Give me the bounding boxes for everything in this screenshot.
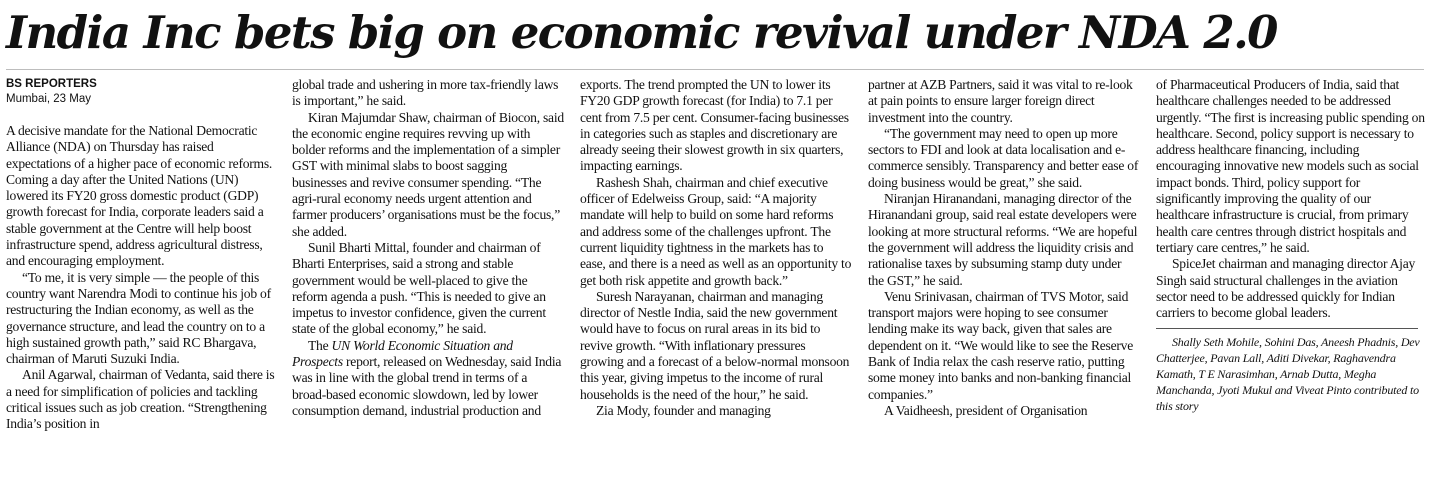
paragraph: Kiran Majumdar Shaw, chairman of Biocon, said the economic engine requires revving up with bolder reforms and the implementation of a simpler GST with minimal slabs to boost sagging businesses and revive consumer spending. “The agri-rural economy needs urgent attention and farmer producers’ organisations must be the focus,” she added. xyxy=(292,109,564,239)
column-2 xyxy=(292,77,564,489)
report-text: report, released on Wednesday, said India was in line with the global trend in terms of a broad-based economic slowdown, led by lower consumption demand, industrial production and xyxy=(292,354,562,418)
column-4 xyxy=(868,77,1140,489)
paragraph: Rashesh Shah, chairman and chief executive officer of Edelweiss Group, said: “A majority mandate will help to build on some hard reforms and address some of the challenges upfront. The current liquidity tightness in the markets has to ease, and there is a need as well as an opportunity to get both risk appetite and growth back.” xyxy=(580,174,852,288)
paragraph: “The government may need to open up more sectors to FDI and look at data localisation and e-commerce sensibly. Transparency and better ease of doing business would be great,” she said. xyxy=(868,125,1139,190)
paragraph: exports. The trend prompted the UN to lower its FY20 GDP growth forecast (for India) to 7.1 per cent from 7.5 per cent. Consumer-facing businesses in categories such as staples and discretionary are already seeing their slowest growth in six quarters, impacting earnings. xyxy=(580,77,849,174)
paragraph: Venu Srinivasan, chairman of TVS Motor, said transport majors were hoping to see consumer lending make its way back, given that sales are dependent on it. “We would like to see the Reserve Bank of India relax the cash reserve ratio, putting some money into banks and non-banking financial companies.” xyxy=(868,288,1133,402)
contributor-credits: Shally Seth Mohile, Sohini Das, Aneesh Phadnis, Dev Chatterjee, Pavan Lall, Aditi Divekar, Raghavendra Kamath, T E Narasimhan, Arnab Dutta, Megha Manchanda, Jyoti Mukul and Viveat Pinto contributed to this story xyxy=(1156,335,1420,414)
paragraph: Suresh Narayanan, chairman and managing director of Nestle India, said the new government would have to focus on rural areas in its bid to revive growth. “With inflationary pressures growing and a forecast of a below-normal monsoon this year, giving impetus to the income of rural households is the need of the hour,” he said. xyxy=(580,288,850,402)
column-5 xyxy=(1156,77,1426,489)
paragraph: SpiceJet chairman and managing director Ajay Singh said structural challenges in the aviation sector need to be addressed quickly for Indian carriers to become global leaders. xyxy=(1156,256,1416,321)
report-intro: The xyxy=(308,337,329,353)
paragraph: Niranjan Hiranandani, managing director of the Hiranandani group, said real estate developers were looking at more structural reforms. “We are hopeful the government will address the liquidity crisis and rationalise taxes by subsuming stamp duty under the GST,” he said. xyxy=(868,191,1138,288)
paragraph: global trade and ushering in more tax-friendly laws is important,” he said. xyxy=(292,77,559,109)
paragraph: A decisive mandate for the National Democratic Alliance (NDA) on Thursday has raised expectations of a higher pace of economic reforms. Coming a day after the United Nations (UN) lowered its FY20 gross domestic product (GDP) growth forecast for India, corporate leaders said a stable government at the Centre will help boost infrastructure spend, address agricultural distress, and encouraging employment. xyxy=(6,123,273,269)
paragraph: “To me, it is very simple — the people of this country want Narendra Modi to continue his job of restructuring the Indian economy, as well as the governance structure, and lead the country on to a high sustained growth path,” said RC Bhargava, chairman of Maruti Suzuki India. xyxy=(6,269,271,367)
paragraph: of Pharmaceutical Producers of India, said that healthcare challenges needed to be addressed urgently. “The first is increasing public spending on healthcare. Second, policy support is necessary to address healthcare financing, including encouraging innovative new models such as social impact bonds. Third, policy support for significantly improving the quality of our healthcare infrastructure is crucial, from primary health care centres through district hospitals and tertiary care centres,” he said. xyxy=(1156,77,1425,255)
headline: India Inc bets big on economic revival under NDA 2.0 xyxy=(6,6,1277,59)
credits-divider xyxy=(1156,328,1418,329)
dateline: Mumbai, 23 May xyxy=(6,93,92,105)
paragraph: Anil Agarwal, chairman of Vedanta, said there is a need for simplification of policies and tackling critical issues such as job creation. “Strengthening India’s position in xyxy=(6,367,275,432)
paragraph: Zia Mody, founder and managing xyxy=(596,402,771,418)
headline-rule xyxy=(6,69,1424,70)
paragraph-report xyxy=(292,338,564,419)
paragraph: A Vaidheesh, president of Organisation xyxy=(884,402,1088,418)
column-3 xyxy=(580,77,852,489)
paragraph: partner at AZB Partners, said it was vital to re-look at pain points to ensure larger foreign direct investment into the country. xyxy=(868,77,1133,125)
paragraph: Sunil Bharti Mittal, founder and chairman of Bharti Enterprises, said a strong and stable government would be well-placed to give the reform agenda a push. “This is needed to give an impetus to investor confidence, given the current state of the global economy,” he said. xyxy=(292,239,546,337)
report-title: UN World Economic Situation and Prospects xyxy=(292,337,513,370)
byline: BS REPORTERS xyxy=(6,78,97,90)
column-1 xyxy=(6,77,278,489)
